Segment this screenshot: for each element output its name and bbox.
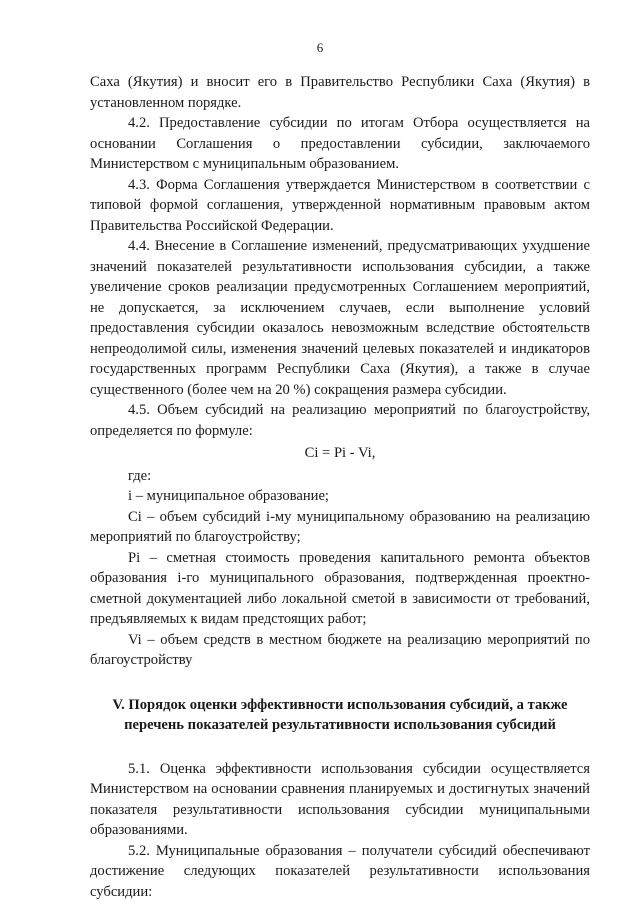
section-heading: V. Порядок оценки эффективности использования субсидий, а также перечень показателей результативности использования субсидий (112, 696, 568, 733)
paragraph-4-4: 4.4. Внесение в Соглашение изменений, предусматривающих ухудшение значений показателей результативности использования субсидии, а также увеличение сроков реализации предусмотренных Соглашением мероприятий, не допускается, за исключением случаев, если выполнение условий предоставления субсидии оказалось невозможным вследствие обстоятельств непреодолимой силы, изменения значений целевых показателей и индикаторов государственных программ Республики Саха (Якутия), а также в случае существенного (более чем на 20 %) сокращения размера субсидии. (90, 238, 590, 398)
document-body (90, 72, 590, 902)
paragraph-4-3: 4.3. Форма Соглашения утверждается Министерством в соответствии с типовой формой соглашения, утвержденной нормативным правовым актом Правительства Российской Федерации. (90, 176, 590, 234)
paragraph-4-2: 4.2. Предоставление субсидии по итогам Отбора осуществляется на основании Соглашения о предоставлении субсидии, заключаемого Министерством с муниципальным образованием. (90, 115, 590, 172)
definition-i: i – муниципальное образование; (128, 488, 329, 504)
paragraph-4-5: 4.5. Объем субсидий на реализацию мероприятий по благоустройству, определяется по формуле: (90, 402, 590, 439)
paragraph-5-1: 5.1. Оценка эффективности использования субсидии осуществляется Министерством на основании сравнения планируемых и достигнутых значений показателя результативности использования субсидии муниципальными образованиями. (90, 760, 590, 838)
page-number: 6 (316, 40, 324, 55)
paragraph-continuation: Саха (Якутия) и вносит его в Правительство Республики Саха (Якутия) в установленном порядке. (90, 74, 590, 111)
definition-vi: Vi – объем средств в местном бюджете на реализацию мероприятий по благоустройству (90, 631, 590, 668)
formula: Ci = Pi - Vi, (304, 445, 376, 461)
definition-ci: Ci – объем субсидий i-му муниципальному образованию на реализацию мероприятий по благоустройству; (90, 508, 590, 545)
where-label: где: (128, 467, 152, 484)
paragraph-5-2: 5.2. Муниципальные образования – получатели субсидий обеспечивают достижение следующих показателей результативности использования субсидии: (90, 842, 590, 900)
definition-pi: Pi – сметная стоимость проведения капитального ремонта объектов образования i-го муниципального образования, подтвержденная проектно-сметной документацией либо локальной сметой в зависимости от требований, предъявляемых к видам предстоящих работ; (90, 549, 590, 627)
